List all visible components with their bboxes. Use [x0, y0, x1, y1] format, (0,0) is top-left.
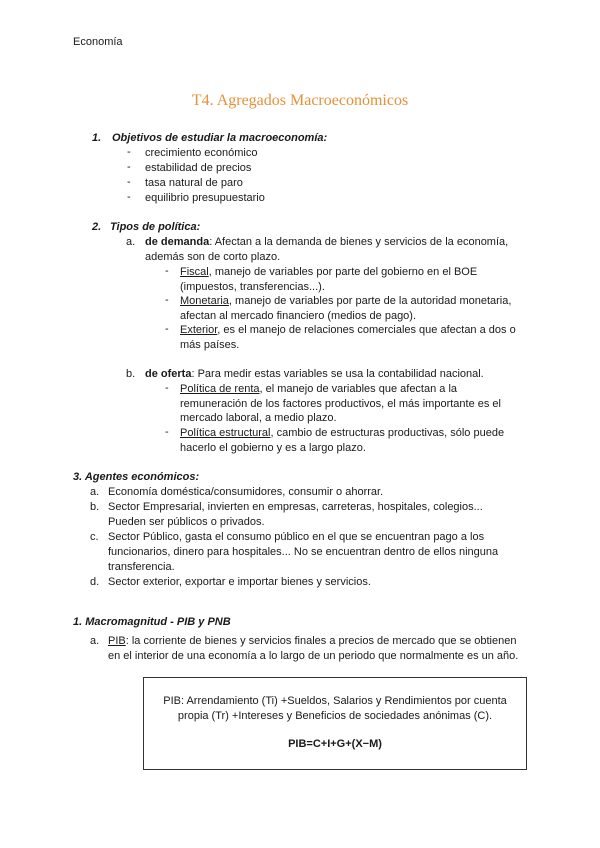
objective-item: estabilidad de precios — [145, 162, 252, 174]
exterior-line2: más países. — [180, 339, 240, 351]
demand-policy-term: de demanda — [145, 236, 210, 248]
income-policy-text: , el manejo de variables que afectan a la — [259, 383, 458, 395]
list-marker: a. — [126, 236, 136, 248]
list-marker: d. — [90, 576, 100, 588]
demand-policy-line1 — [145, 235, 508, 250]
pib-components-line1: PIB: Arrendamiento (Ti) +Sueldos, Salarios y Rendimientos por cuenta — [163, 695, 507, 707]
agent-item-line: Sector exterior, exportar e importar bienes y servicios. — [108, 576, 371, 588]
structural-policy-text: , cambio de estructuras productivas, sólo puede — [270, 427, 505, 439]
section1-heading: Objetivos de estudiar la macroeconomía: — [112, 132, 328, 144]
fiscal-line2: (impuestos, transferencias...). — [180, 281, 325, 293]
monetary-line2: afectan al mercado financiero (medios de pago). — [180, 310, 417, 322]
exterior-text: , es el manejo de relaciones comerciales que afectan a dos o — [217, 324, 516, 336]
structural-policy-term: Política estructural — [180, 427, 271, 439]
list-marker: b. — [126, 368, 136, 380]
pib-components-text — [144, 694, 526, 724]
dash-bullet: - — [127, 161, 131, 173]
pib-formula: PIB=C+I+G+(X−M) — [288, 738, 382, 750]
objective-item: tasa natural de paro — [145, 177, 243, 189]
list-marker: a. — [90, 635, 100, 647]
fiscal-line1 — [180, 265, 477, 280]
agent-item-line: Pueden ser públicos o privados. — [108, 516, 265, 528]
supply-policy-text: : Para medir estas variables se usa la contabilidad nacional. — [191, 368, 484, 380]
supply-policy-line1 — [145, 367, 484, 382]
fiscal-text: , manejo de variables por parte del gobierno en el BOE — [208, 266, 478, 278]
structural-policy-line1 — [180, 426, 504, 441]
pib-term: PIB — [108, 635, 126, 647]
document-title: T4. Agregados Macroeconómicos — [191, 92, 409, 109]
exterior-term: Exterior — [180, 324, 218, 336]
pib-formula-box — [143, 677, 527, 770]
section1-number: 1. — [92, 132, 102, 144]
demand-policy-line2: además son de corto plazo. — [145, 251, 281, 263]
pib-definition-line2: en el interior de una economía a lo largo de un periodo que normalmente es un año. — [108, 650, 519, 662]
dash-bullet: - — [165, 294, 169, 306]
monetary-term: Monetaria — [180, 295, 229, 307]
objective-item: equilibrio presupuestario — [145, 192, 265, 204]
fiscal-term: Fiscal — [180, 266, 209, 278]
pib-components-line2: propia (Tr) +Intereses y Beneficios de sociedades anónimas (C). — [177, 710, 493, 722]
monetary-line1 — [180, 294, 511, 309]
structural-policy-line2: hacerlo el gobierno y es a largo plazo. — [180, 442, 366, 454]
income-policy-line2: remuneración de los factores productivos, el más importante es el — [180, 398, 501, 410]
list-marker: a. — [90, 486, 100, 498]
dash-bullet: - — [165, 323, 169, 335]
monetary-text: , manejo de variables por parte de la autoridad monetaria, — [228, 295, 512, 307]
page-header: Economía — [73, 36, 123, 48]
list-marker: c. — [90, 531, 99, 543]
income-policy-line3: mercado laboral, a medio plazo. — [180, 412, 337, 424]
dash-bullet: - — [127, 191, 131, 203]
agent-item-line: transferencia. — [108, 561, 175, 573]
section4-heading: 1. Macromagnitud - PIB y PNB — [73, 616, 231, 628]
agent-item-line: Sector Público, gasta el consumo público en el que se encuentran pago a los — [108, 531, 485, 543]
agent-item-line: funcionarios, dinero para hospitales... No se encuentran dentro de ellos ninguna — [108, 546, 499, 558]
exterior-line1 — [180, 323, 516, 338]
dash-bullet: - — [127, 146, 131, 158]
agent-item-line: Economía doméstica/consumidores, consumir o ahorrar. — [108, 486, 384, 498]
section2-heading: Tipos de política: — [110, 221, 201, 233]
dash-bullet: - — [165, 426, 169, 438]
dash-bullet: - — [165, 265, 169, 277]
dash-bullet: - — [127, 176, 131, 188]
dash-bullet: - — [165, 382, 169, 394]
list-marker: b. — [90, 501, 100, 513]
income-policy-term: Política de renta — [180, 383, 260, 395]
pib-definition-line1 — [108, 634, 516, 649]
objective-item: crecimiento económico — [145, 147, 258, 159]
supply-policy-term: de oferta — [145, 368, 192, 380]
income-policy-line1 — [180, 382, 457, 397]
section3-heading: 3. Agentes económicos: — [73, 471, 200, 483]
pib-definition-text: : la corriente de bienes y servicios finales a precios de mercado que se obtienen — [125, 635, 517, 647]
demand-policy-text: : Afectan a la demanda de bienes y servicios de la economía, — [209, 236, 509, 248]
section2-number: 2. — [92, 221, 102, 233]
agent-item-line: Sector Empresarial, invierten en empresas, carreteras, hospitales, colegios... — [108, 501, 483, 513]
